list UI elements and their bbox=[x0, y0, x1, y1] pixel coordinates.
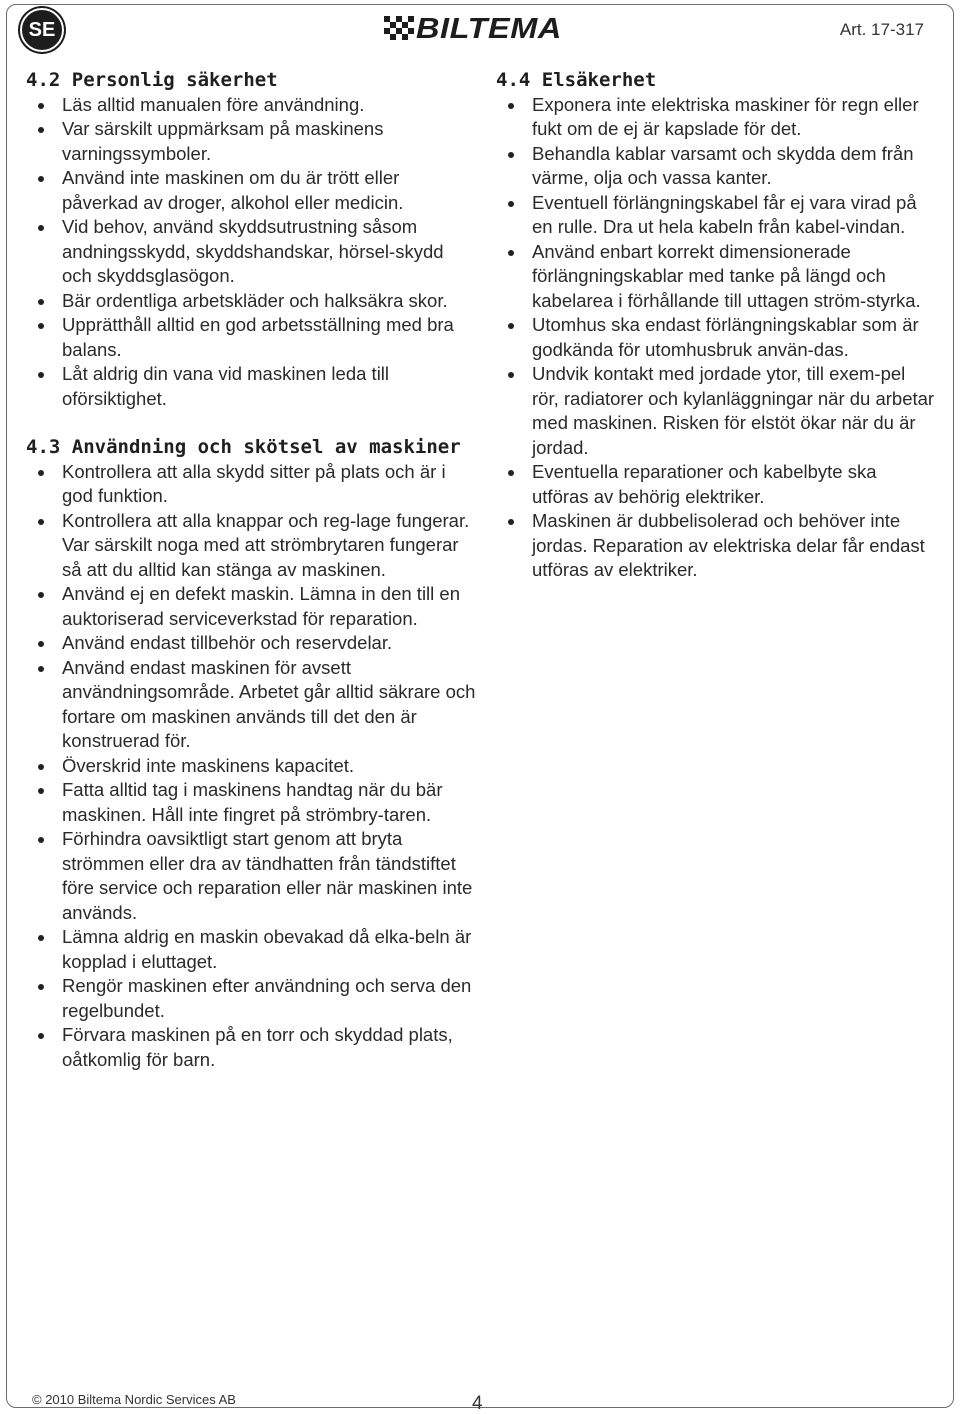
left-column bbox=[26, 68, 476, 1072]
brand-logo bbox=[384, 13, 562, 45]
list-item bbox=[496, 142, 936, 191]
bullet-icon bbox=[508, 152, 514, 158]
list-item-text: Fatta alltid tag i maskinens handtag när du bär maskinen. Håll inte fingret på strömbry-taren. bbox=[62, 779, 443, 825]
list-item-text: Vid behov, använd skyddsutrustning såsom andningsskydd, skyddshandskar, hörsel-skydd och skyddsglasögon. bbox=[62, 216, 444, 286]
bullet-icon bbox=[38, 127, 44, 133]
list-item bbox=[26, 925, 476, 974]
list-item-text: Rengör maskinen efter användning och serva den regelbundet. bbox=[62, 975, 472, 1021]
list-item bbox=[496, 362, 936, 460]
article-number: Art. 17-317 bbox=[839, 20, 924, 39]
list-item-text: Använd endast maskinen för avsett användningsområde. Arbetet går alltid säkrare och fortare om maskinen används till det den är konstruerad för. bbox=[62, 656, 476, 751]
list-item-text: Låt aldrig din vana vid maskinen leda till oförsiktighet. bbox=[62, 363, 390, 409]
section-title: 4.3 Användning och skötsel av maskiner bbox=[26, 436, 461, 458]
section-use-and-care bbox=[26, 435, 476, 1072]
list-item-text: Överskrid inte maskinens kapacitet. bbox=[62, 754, 355, 776]
list-item-text: Eventuell förlängningskabel får ej vara virad på en rulle. Dra ut hela kabeln från kabel-vindan. bbox=[532, 191, 917, 237]
bullet-icon bbox=[508, 250, 514, 256]
bullet-list bbox=[26, 460, 476, 1073]
list-item bbox=[26, 631, 476, 656]
list-item-text: Bär ordentliga arbetskläder och halksäkra skor. bbox=[62, 289, 448, 311]
bullet-icon bbox=[38, 103, 44, 109]
list-item-text: Kontrollera att alla skydd sitter på plats och är i god funktion. bbox=[62, 460, 446, 506]
bullet-icon bbox=[508, 323, 514, 329]
list-item-text: Utomhus ska endast förlängningskablar som är godkända för utomhusbruk använ-das. bbox=[532, 314, 919, 360]
list-item bbox=[26, 754, 476, 779]
section-personal-safety bbox=[26, 68, 476, 411]
bullet-icon bbox=[508, 103, 514, 109]
list-item-text: Behandla kablar varsamt och skydda dem från värme, olja och vassa kanter. bbox=[532, 142, 914, 188]
list-item-text: Förvara maskinen på en torr och skyddad plats, oåtkomlig för barn. bbox=[62, 1024, 453, 1070]
list-item bbox=[26, 362, 476, 411]
list-item-text: Maskinen är dubbelisolerad och behöver inte jordas. Reparation av elektriska delar får endast utföras av elektriker. bbox=[532, 510, 925, 580]
bullet-icon bbox=[38, 1033, 44, 1039]
list-item bbox=[26, 215, 476, 289]
list-item-text: Var särskilt uppmärksam på maskinens varningssymboler. bbox=[62, 118, 384, 164]
bullet-icon bbox=[38, 935, 44, 941]
list-item bbox=[26, 460, 476, 509]
list-item bbox=[26, 313, 476, 362]
section-title: 4.2 Personlig säkerhet bbox=[26, 69, 278, 91]
bullet-icon bbox=[38, 225, 44, 231]
bullet-icon bbox=[508, 201, 514, 207]
brand-name: BILTEMA bbox=[416, 13, 562, 45]
list-item bbox=[496, 93, 936, 142]
list-item-text: Upprätthåll alltid en god arbetsställning med bra balans. bbox=[62, 314, 454, 360]
list-item bbox=[26, 582, 476, 631]
list-item bbox=[26, 1023, 476, 1072]
bullet-icon bbox=[38, 592, 44, 598]
list-item-text: Använd endast tillbehör och reservdelar. bbox=[62, 632, 393, 653]
list-item bbox=[496, 460, 936, 509]
list-item-text: Förhindra oavsiktligt start genom att bryta strömmen eller dra av tändhatten från tändstiftet före service och reparation eller när maskinen inte används. bbox=[62, 828, 473, 923]
list-item bbox=[26, 117, 476, 166]
list-item-text: Kontrollera att alla knappar och reg-lage fungerar. Var särskilt noga med att strömbrytaren fungerar så att du alltid kan stänga av maskinen. bbox=[62, 509, 470, 580]
list-item bbox=[26, 974, 476, 1023]
bullet-icon bbox=[38, 299, 44, 305]
bullet-icon bbox=[38, 519, 44, 525]
bullet-icon bbox=[38, 984, 44, 990]
bullet-icon bbox=[38, 641, 44, 647]
list-item bbox=[496, 240, 936, 314]
list-item-text: Läs alltid manualen före användning. bbox=[62, 93, 365, 115]
bullet-icon bbox=[38, 176, 44, 182]
page-number: 4 bbox=[472, 1393, 483, 1414]
section-title: 4.4 Elsäkerhet bbox=[496, 69, 657, 91]
bullet-icon bbox=[38, 764, 44, 770]
bullet-icon bbox=[38, 788, 44, 794]
list-item-text: Eventuella reparationer och kabelbyte ska utföras av behörig elektriker. bbox=[532, 461, 877, 507]
list-item-text: Använd enbart korrekt dimensionerade förlängningskablar med tanke på längd och kabelarea i förhållande till uttagen ström-styrka. bbox=[532, 240, 921, 311]
list-item-text: Använd inte maskinen om du är trött eller påverkad av droger, alkohol eller medicin. bbox=[62, 167, 404, 213]
bullet-icon bbox=[508, 372, 514, 378]
bullet-icon bbox=[508, 470, 514, 476]
list-item bbox=[496, 509, 936, 583]
copyright-notice: © 2010 Biltema Nordic Services AB bbox=[32, 1392, 236, 1407]
list-item bbox=[26, 509, 476, 583]
list-item bbox=[26, 289, 476, 314]
list-item-text: Exponera inte elektriska maskiner för regn eller fukt om de ej är kapslade för det. bbox=[532, 93, 919, 139]
bullet-icon bbox=[508, 519, 514, 525]
list-item bbox=[496, 191, 936, 240]
list-item bbox=[26, 656, 476, 754]
right-column bbox=[496, 68, 936, 583]
list-item-text: Använd ej en defekt maskin. Lämna in den till en auktoriserad serviceverkstad för reparation. bbox=[62, 583, 460, 629]
section-electrical-safety bbox=[496, 68, 936, 583]
bullet-icon bbox=[38, 666, 44, 672]
list-item bbox=[26, 827, 476, 925]
bullet-list bbox=[26, 93, 476, 412]
list-item bbox=[26, 166, 476, 215]
bullet-icon bbox=[38, 837, 44, 843]
list-item bbox=[26, 93, 476, 118]
page-header bbox=[0, 0, 960, 60]
checkered-flag-icon bbox=[384, 16, 414, 42]
bullet-icon bbox=[38, 470, 44, 476]
list-item-text: Undvik kontakt med jordade ytor, till exem-pel rör, radiatorer och kylanläggningar när du arbetar med maskinen. Risken för elstöt ökar när du är jordad. bbox=[532, 363, 935, 458]
list-item bbox=[26, 778, 476, 827]
list-item-text: Lämna aldrig en maskin obevakad då elka-beln är kopplad i eluttaget. bbox=[62, 926, 472, 972]
bullet-icon bbox=[38, 323, 44, 329]
language-badge: SE bbox=[20, 8, 64, 52]
bullet-icon bbox=[38, 372, 44, 378]
bullet-list bbox=[496, 93, 936, 583]
list-item bbox=[496, 313, 936, 362]
